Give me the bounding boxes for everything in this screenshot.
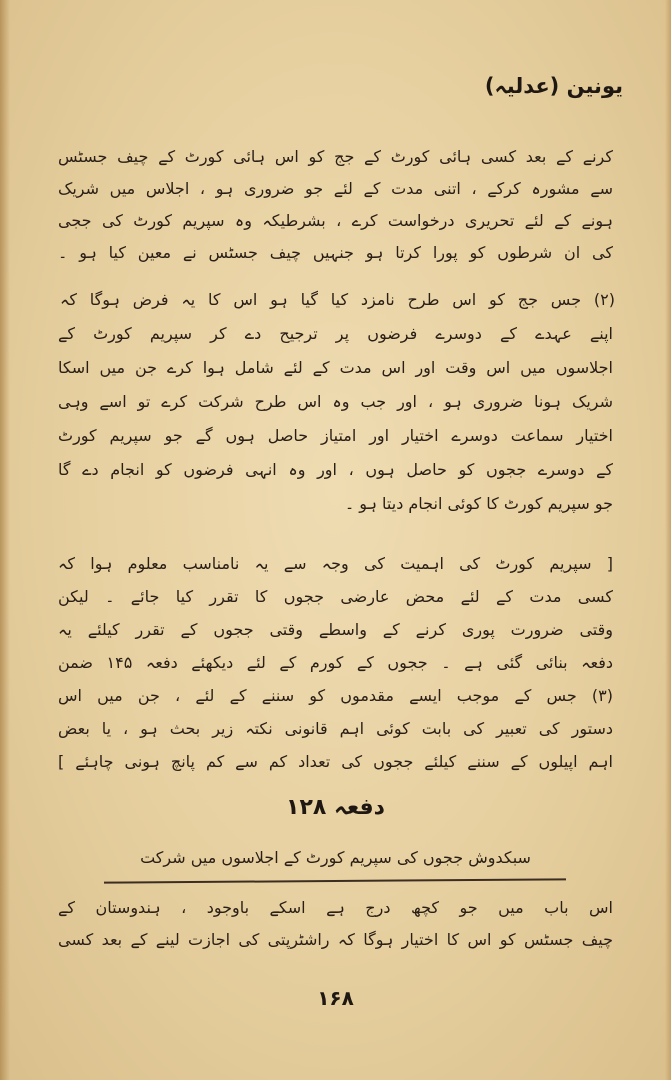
heading-underline xyxy=(104,878,566,883)
page-number: ۱۶۸ xyxy=(317,986,354,1010)
paragraph-2-line: اجلاسوں میں اس وقت اور اس مدت کے لئے شامل ہوا کرے جن میں اسکا xyxy=(58,358,613,377)
note-line: دستور کی تعبیر کی بابت کوئی اہم قانونی نکتہ زیر بحث ہو ، یا بعض xyxy=(58,719,613,738)
note-line: دفعہ بنائی گئی ہے ۔ ججوں کے کورم کے لئے دیکھئے دفعہ ۱۴۵ ضمن xyxy=(58,653,613,672)
paragraph-1-line: کی ان شرطوں کو پورا کرتا ہو جنہیں چیف جسٹس نے معین کیا ہو ۔ xyxy=(58,243,613,262)
paragraph-3-line: اس باب میں جو کچھ درج ہے اسکے باوجود ، ہندوستان کے xyxy=(58,898,613,917)
note-line: کسی مدت کے لئے محض عارضی ججوں کا تقرر کیا جائے ۔ لیکن xyxy=(58,587,613,606)
paragraph-2-line: کے دوسرے ججوں کو حاصل ہوں ، اور وہ انہی فرضوں کو انجام دے گا xyxy=(58,460,613,479)
section-heading: دفعہ ۱۲۸ xyxy=(286,795,385,820)
note-line: وقتی ضرورت پوری کرنے کے واسطے وقتی ججوں کے تقرر کیلئے یہ xyxy=(58,620,613,639)
paragraph-1-line: سے مشورہ کرکے ، اتنی مدت کے لئے جو ضروری ہو ، اجلاس میں شریک xyxy=(58,179,613,198)
paragraph-3-line: چیف جسٹس کو اس کا اختیار ہوگا کہ راشٹرپتی کی اجازت لینے کے بعد کسی xyxy=(58,930,613,949)
paragraph-2-line: شریک ہونا ضروری ہو ، اور جب وہ اس طرح شرکت کرے تو اسے وہی xyxy=(58,392,613,411)
paragraph-1-line: ہونے کے لئے تحریری درخواست کرے ، بشرطیکہ وہ سپریم کورٹ کی ججی xyxy=(58,211,613,230)
paragraph-2-line: جو سپریم کورٹ کا کوئی انجام دیتا ہو ۔ xyxy=(344,494,613,513)
note-line: [ سپریم کورٹ کی اہمیت کی وجہ سے یہ نامناسب معلوم ہوا کہ xyxy=(58,554,613,573)
note-line: (۳) جس کے موجب ایسے مقدموں کو سننے کے لئے ، جن میں اس xyxy=(58,686,613,705)
paragraph-2-line: اختیار سماعت دوسرے اختیار اور امتیاز حاصل ہوں گے جو سپریم کورٹ xyxy=(58,426,613,445)
paragraph-2-line: (۲) جس جج کو اس طرح نامزد کیا گیا ہو اس کا یہ فرض ہوگا کہ xyxy=(60,290,615,309)
note-line: اہم اپیلوں کے سننے کیلئے ججوں کی تعداد کم سے کم پانچ ہونی چاہئے ] xyxy=(58,752,613,771)
paragraph-1-line: کرنے کے بعد کسی ہائی کورٹ کے جج کو اس ہائی کورٹ کے چیف جسٹس xyxy=(58,147,613,166)
paragraph-2-line: اپنے عہدے کے دوسرے فرضوں پر ترجیح دے کر سپریم کورٹ کے xyxy=(58,324,613,343)
section-subheading: سبکدوش ججوں کی سپریم کورٹ کے اجلاسوں میں شرکت xyxy=(140,848,531,867)
running-header: یونین (عدلیہ) xyxy=(484,74,623,98)
